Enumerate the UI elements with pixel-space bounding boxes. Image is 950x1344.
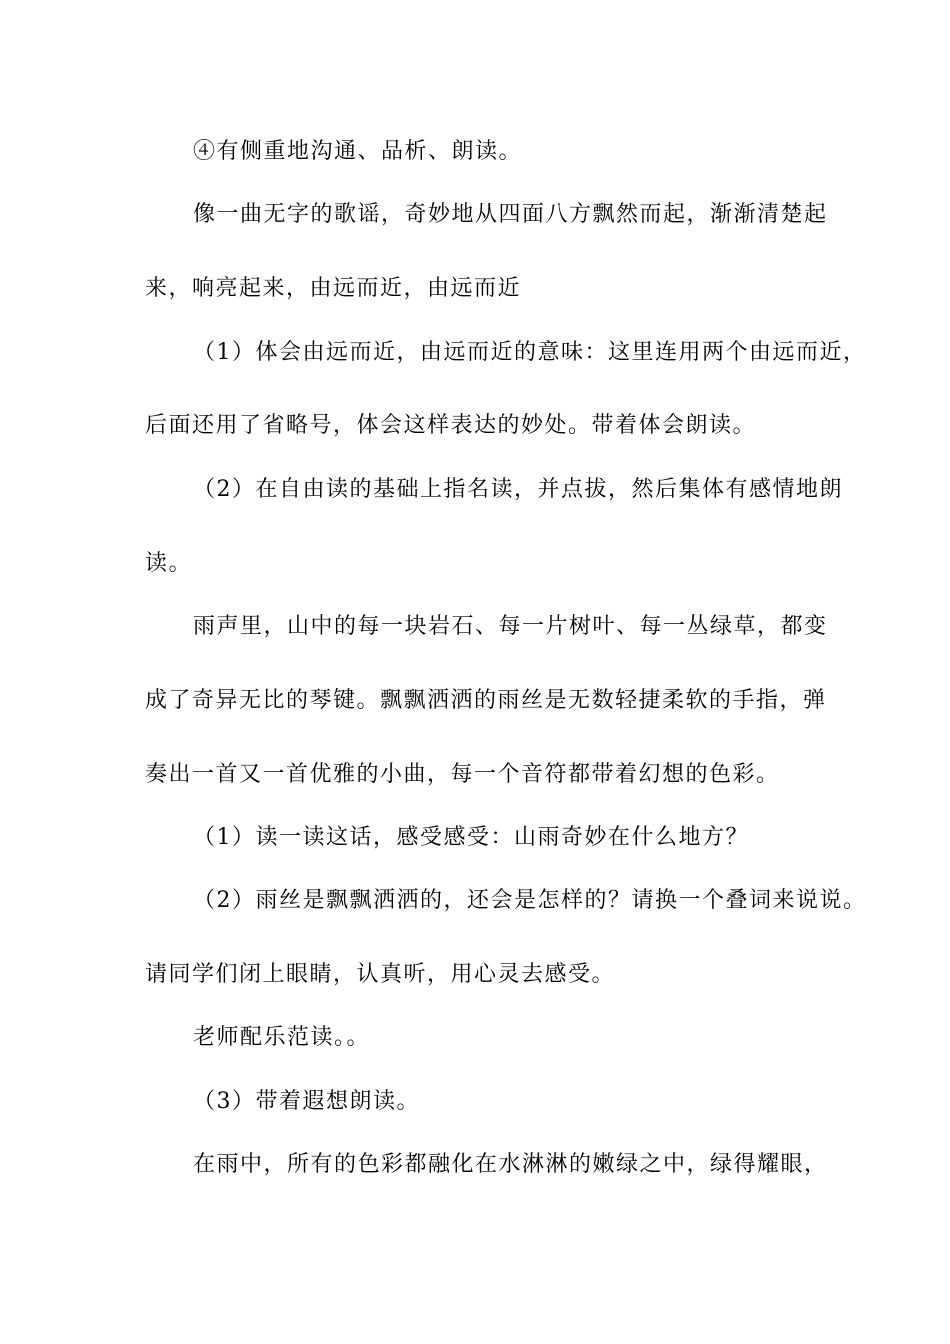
text-line-3: 来，响亮起来，由远而近，由远而近 bbox=[145, 276, 522, 301]
text-line-15: （3）带着遐想朗读。 bbox=[193, 1089, 420, 1114]
text-line-8: 雨声里，山中的每一块岩石、每一片树叶、每一丛绿草，都变 bbox=[193, 614, 828, 639]
text-line-5: 后面还用了省略号，体会这样表达的妙处。带着体会朗读。 bbox=[145, 413, 757, 438]
text-line-1: ④有侧重地沟通、品析、朗读。 bbox=[193, 139, 523, 164]
text-line-6: （2）在自由读的基础上指名读，并点拔，然后集体有感情地朗 bbox=[193, 477, 843, 502]
text-line-13: 请同学们闭上眼睛，认真听，用心灵去感受。 bbox=[145, 962, 616, 987]
text-line-12: （2）雨丝是飘飘洒洒的，还会是怎样的？请换一个叠词来说说。 bbox=[193, 888, 867, 913]
text-line-7: 读。 bbox=[145, 551, 193, 576]
text-line-10: 奏出一首又一首优雅的小曲，每一个音符都带着幻想的色彩。 bbox=[145, 762, 780, 787]
text-line-11: （1）读一读这话，感受感受：山雨奇妙在什么地方？ bbox=[193, 825, 749, 850]
text-line-4: （1）体会由远而近，由远而近的意味：这里连用两个由远而近， bbox=[193, 340, 867, 365]
text-line-9: 成了奇异无比的琴键。飘飘洒洒的雨丝是无数轻捷柔软的手指，弹 bbox=[145, 688, 827, 713]
text-line-16: 在雨中，所有的色彩都融化在水淋淋的嫩绿之中，绿得耀眼， bbox=[193, 1152, 828, 1177]
text-line-14: 老师配乐范读。。 bbox=[193, 1025, 371, 1050]
text-line-2: 像一曲无字的歌谣，奇妙地从四面八方飘然而起，渐渐清楚起 bbox=[193, 202, 828, 227]
